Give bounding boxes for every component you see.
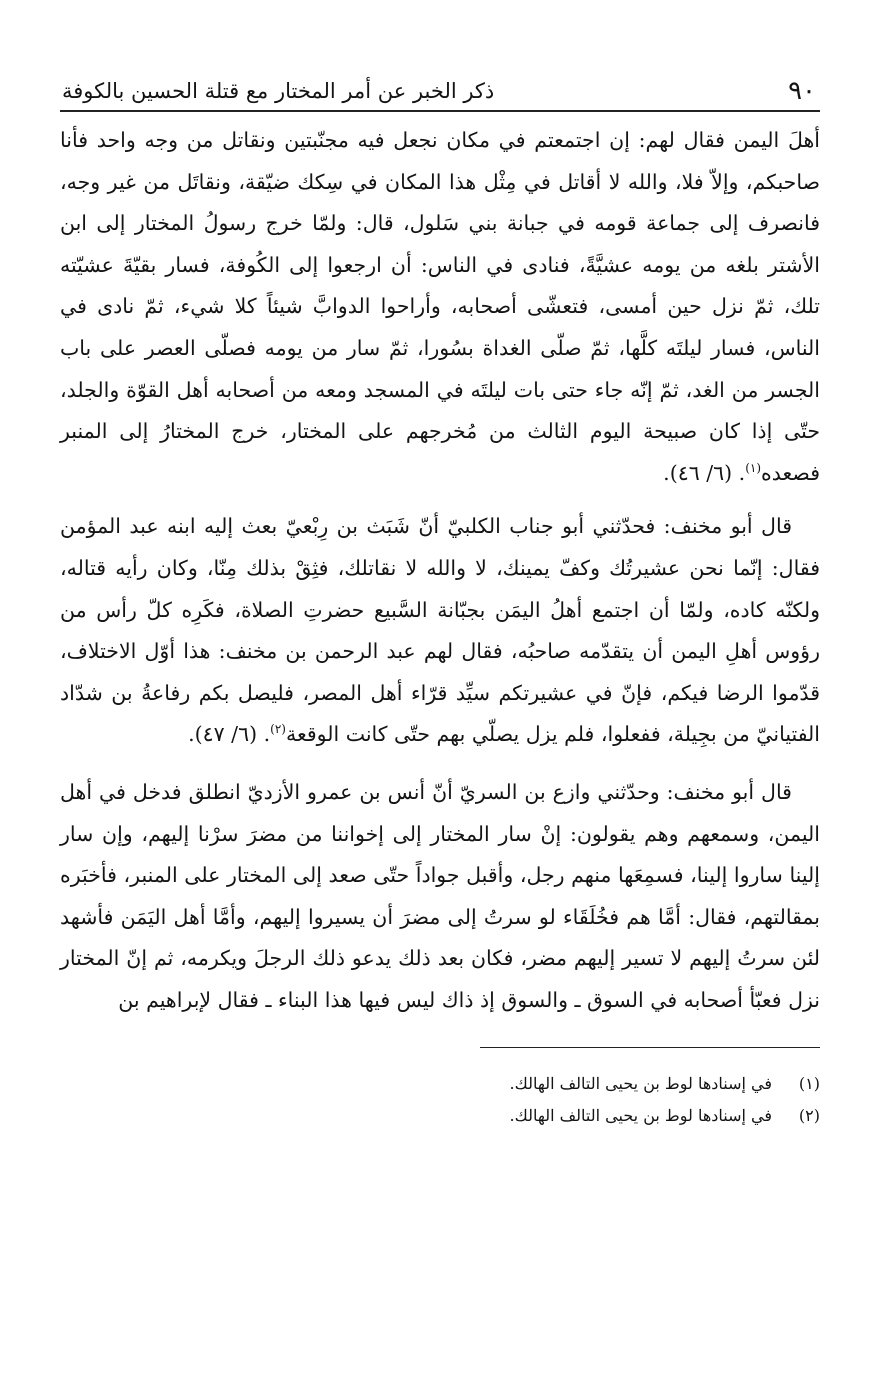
paragraph: [60, 772, 820, 1022]
source-reference: . (٦/ ٤٧).: [188, 722, 271, 747]
footnote-mark: (٢): [270, 722, 286, 737]
footnote-text: في إسنادها لوط بن يحيى التالف الهالك.: [509, 1106, 772, 1126]
source-reference: . (٦/ ٤٦).: [663, 460, 746, 485]
footnote-text: في إسنادها لوط بن يحيى التالف الهالك.: [509, 1074, 772, 1094]
footnote-mark: (١): [745, 460, 762, 475]
paragraph-text: أهلَ اليمن فقال لهم: إن اجتمعتم في مكان نجعل فيه مجنّبتين ونقاتل من وجه واحد فأنا صاحبكم، وإلاّ فلا، والله لا أقاتل في مِثْل هذا المكان في سِكك ضيّقة، ونقاتَل من غير وجه، فانصرف إلى جماعة قومه في جبانة بني سَلول، قال: ولمّا خرج رسولُ المختار إلى ابن الأشتر بلغه من يومه عشيَّةً، فنادى في الناس: أن ارجعوا إلى الكُوفة، فسار بقيّةَ عشيّته تلك، ثمّ نزل حين أمسى، فتعشّى أصحابه، وأراحوا الدوابَّ شيئاً كلا شيء، ثمّ نادى في الناس، فسار ليلتَه كلَّها، ثمّ صلّى الغداة بسُورا، ثمّ سار من يومه فصلّى العصر على باب الجسر من الغد، ثمّ إنّه جاء حتى بات ليلتَه في المسجد ومعه من أصحابه أهل القوّة والجلد، حتّى إذا كان صبيحة اليوم الثالث من مُخرجهم على المختار، خرج المختارُ إلى المنبر فصعده: [60, 128, 820, 485]
paragraph-text: قال أبو مخنف: وحدّثني وازع بن السريّ أنّ أنس بن عمرو الأزديّ انطلق فدخل في أهل اليمن، وسمعهم وهم يقولون: إنْ سار المختار إلى إخواننا من مضرَ سرْنا إليهم، وإن سار إلينا ساروا إلينا، فسمِعَها منهم رجل، وأقبل جواداً حتّى صعد إلى المختار على المنبر، فأخبَره بمقالتهم، فقال: أمَّا هم فخُلَقَاء لو سرتُ إلى مضرَ أن يسيروا إليهم، وأمَّا أهل اليَمَن فأشهد لئن سرتُ إليهم لا تسير إليهم مضر، فكان بعد ذلك يدعو ذلك الرجلَ ويكرمه، ثم إنّ المختار نزل فعبّأ أصحابه في السوق ـ والسوق إذ ذاك ليس فيها هذا البناء ـ فقال لإبراهيم بن: [60, 779, 820, 1012]
book-page: [60, 60, 820, 1132]
body-text: [60, 120, 820, 1021]
page-header: [60, 60, 820, 112]
paragraph-text: قال أبو مخنف: فحدّثني أبو جناب الكلبيّ أنّ شَبَث بن رِبْعيّ بعث إليه ابنه عبد المؤمن فقال: إنّما نحن عشيرتُك وكفّ يمينك، لا والله لا نقاتلك، فثِقْ بذلك مِنّا، وكان رأيه قتاله، ولكنّه كاده، ولمّا أن اجتمع أهلُ اليمَن بجبّانة السَّبيع حضرتِ الصلاة، فكَرِه كلّ رأس من رؤوس أهلِ اليمن أن يتقدّمه صاحبُه، فقال لهم عبد الرحمن بن مخنف: هذا أوّل الاختلاف، قدّموا الرضا فيكم، فإنّ في عشيرتكم سيِّد قرّاء أهل المصر، فليصل بكم رفاعةُ بن شدّاد الفتيانيّ من بجِيلة، ففعلوا، فلم يزل يصلّي بهم حتّى كانت الوقعة: [60, 514, 820, 747]
footnote-number: (٢): [798, 1106, 820, 1126]
page-number: ٩٠: [788, 76, 816, 106]
footnote-divider: [480, 1047, 820, 1048]
paragraph: [60, 506, 820, 756]
footnote-number: (١): [798, 1074, 820, 1094]
footnote: [60, 1100, 820, 1132]
paragraph: [60, 120, 820, 494]
footnote: [60, 1068, 820, 1100]
footnotes: [60, 1068, 820, 1132]
running-title: ذكر الخبر عن أمر المختار مع قتلة الحسين بالكوفة: [62, 78, 495, 103]
